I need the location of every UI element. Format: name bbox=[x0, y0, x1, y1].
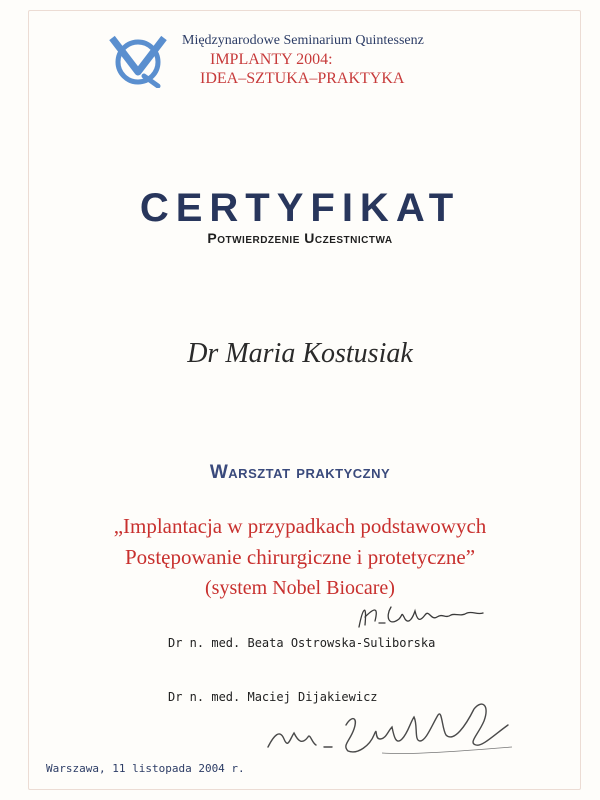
course-title-line-1: „Implantacja w przypadkach podstawowych bbox=[113, 514, 487, 538]
event-motto: IDEA–SZTUKA–PRAKTYKA bbox=[200, 70, 405, 87]
signatory-name: Dr n. med. Maciej Dijakiewicz bbox=[168, 690, 378, 704]
signatory-name: Dr n. med. Beata Ostrowska-Suliborska bbox=[168, 636, 436, 650]
handwritten-signature-icon bbox=[345, 597, 495, 635]
course-system: (system Nobel Biocare) bbox=[205, 577, 395, 599]
certificate-subtitle: Potwierdzenie Uczestnictwa bbox=[207, 230, 393, 246]
course-title-line-2: Postępowanie chirurgiczne i protetyczne” bbox=[124, 545, 476, 569]
certificate-title: CERTYFIKAT bbox=[139, 186, 461, 230]
event-title: IMPLANTY 2004: bbox=[210, 51, 333, 68]
workshop-label: Warsztat praktyczny bbox=[209, 462, 391, 483]
recipient-name: Dr Maria Kostusiak bbox=[187, 338, 413, 369]
quintessenz-q-logo-icon bbox=[108, 32, 168, 88]
handwritten-signature-icon bbox=[262, 695, 522, 760]
certificate-border bbox=[28, 10, 581, 790]
seminar-name: Międzynarodowe Seminarium Quintessenz bbox=[182, 33, 424, 48]
place-and-date: Warszawa, 11 listopada 2004 r. bbox=[46, 762, 245, 775]
